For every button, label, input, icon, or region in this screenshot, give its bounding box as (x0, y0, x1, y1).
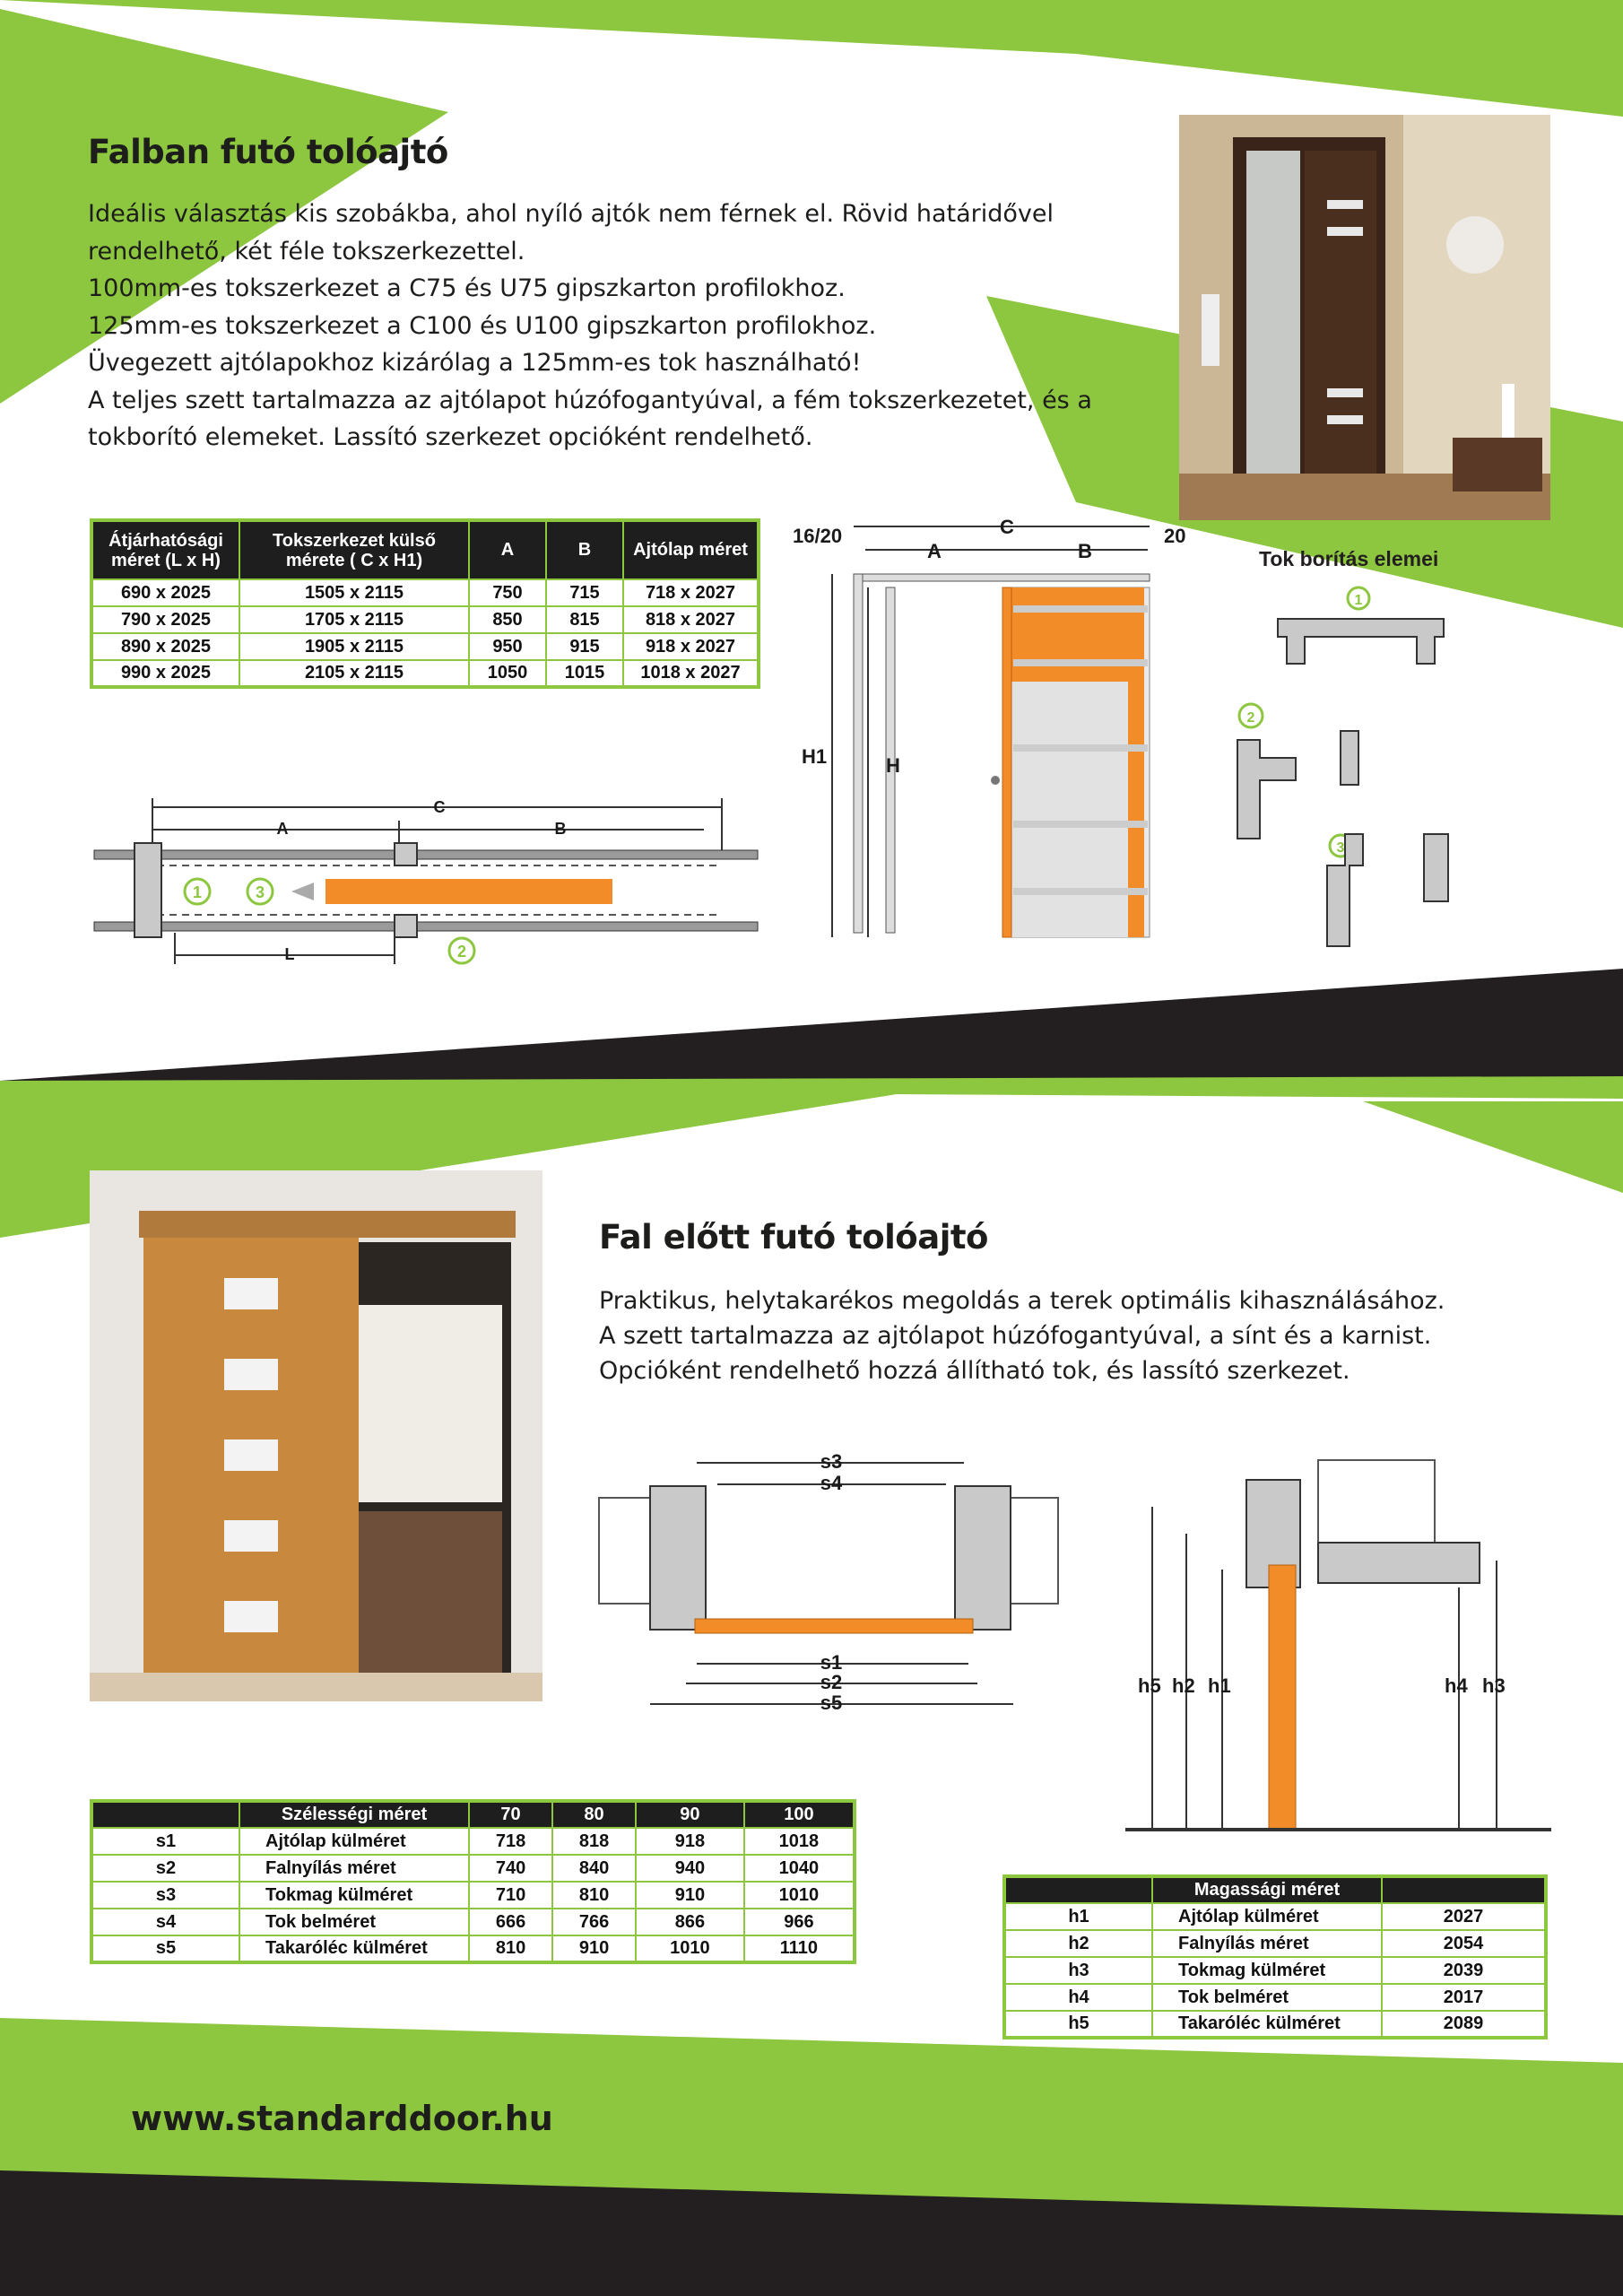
callout-2: 2 (456, 943, 467, 961)
section1-line: Üvegezett ajtólapokhoz kizárólag a 125mm-es tok használható! (88, 349, 862, 377)
barn-door-height-diagram (1125, 1453, 1556, 1839)
table-cell: s4 (91, 1909, 239, 1935)
table-cell: Tok belméret (1152, 1984, 1382, 2011)
section2-title: Fal előtt futó tolóajtó (599, 1218, 988, 1257)
table-cell: Ajtólap külméret (1152, 1903, 1382, 1930)
table-cell: Tokmag külméret (1152, 1957, 1382, 1984)
table-header: 90 (636, 1801, 744, 1828)
height-size-table (1002, 1874, 1548, 2039)
table-cell: s5 (91, 1935, 239, 1962)
table-row (1004, 1984, 1546, 2011)
elev-label-c: C (1000, 516, 1014, 538)
table-cell: 710 (469, 1882, 552, 1909)
section1-line: A teljes szett tartalmazza az ajtólapot húzófogantyúval, a fém tokszerkezetet, és a (88, 386, 1092, 414)
table-cell: Takaróléc külméret (239, 1935, 469, 1962)
table-cell: Takaróléc külméret (1152, 2011, 1382, 2038)
table-header: 100 (744, 1801, 855, 1828)
table-cell: 1705 x 2115 (239, 606, 469, 633)
table-cell: 950 (469, 633, 546, 660)
table-header (91, 1801, 239, 1828)
barn-door-photo (90, 1170, 542, 1701)
table-cell: 766 (552, 1909, 636, 1935)
section1-line: 100mm-es tokszerkezet a C75 és U75 gipszkarton profilokhoz. (88, 274, 846, 302)
dim-s2: s2 (820, 1671, 843, 1693)
table-cell: 2054 (1382, 1930, 1546, 1957)
table-header: Tokszerkezet külső mérete ( C x H1) (239, 520, 469, 579)
table-cell: s2 (91, 1855, 239, 1882)
section2-line: A szett tartalmazza az ajtólapot húzófogantyúval, a sínt és a karnist. (599, 1322, 1432, 1350)
table-cell: 2089 (1382, 2011, 1546, 2038)
table-cell: 840 (552, 1855, 636, 1882)
table-header (1382, 1876, 1546, 1903)
tok-elements-diagram (1228, 578, 1497, 955)
table-cell: 866 (636, 1909, 744, 1935)
table-header: Átjárhatósági méret (L x H) (91, 520, 239, 579)
table-cell: h4 (1004, 1984, 1152, 2011)
table-cell: s1 (91, 1828, 239, 1855)
elev-label-b: B (1078, 540, 1092, 562)
pocket-door-elevation-diagram (789, 516, 1202, 951)
pocket-door-photo (1179, 115, 1550, 520)
table-cell: 918 (636, 1828, 744, 1855)
section1-line: rendelhető, két féle tokszerkezettel. (88, 237, 525, 265)
table-cell: 810 (552, 1882, 636, 1909)
table-header: Magassági méret (1152, 1876, 1382, 1903)
tok-num-3: 3 (1336, 840, 1345, 856)
table-row (1004, 1930, 1546, 1957)
pocket-door-size-table (90, 518, 760, 689)
table-cell: Ajtólap külméret (239, 1828, 469, 1855)
table-cell: 740 (469, 1855, 552, 1882)
table-header: A (469, 520, 546, 579)
table-row (91, 1935, 855, 1962)
section1-line: tokborító elemeket. Lassító szerkezet opcióként rendelhető. (88, 423, 813, 451)
table-cell: 1018 (744, 1828, 855, 1855)
dim-h1: h1 (1208, 1674, 1231, 1697)
footer-url[interactable]: www.standarddoor.hu (131, 2099, 553, 2138)
table-cell: 818 (552, 1828, 636, 1855)
table-cell: 790 x 2025 (91, 606, 239, 633)
table-cell: Tok belméret (239, 1909, 469, 1935)
table-cell: Tokmag külméret (239, 1882, 469, 1909)
table-cell: 890 x 2025 (91, 633, 239, 660)
table-cell: 2027 (1382, 1903, 1546, 1930)
table-cell: 2105 x 2115 (239, 660, 469, 687)
table-cell: 2017 (1382, 1984, 1546, 2011)
table-header: Ajtólap méret (623, 520, 759, 579)
elev-label-a: A (927, 540, 942, 562)
tok-title: Tok borítás elemei (1259, 547, 1439, 570)
callout-1: 1 (192, 883, 203, 901)
table-cell: 818 x 2027 (623, 606, 759, 633)
section1-description (88, 196, 1092, 457)
table-row (91, 1828, 855, 1855)
dim-h4: h4 (1445, 1674, 1468, 1697)
table-cell: Falnyílás méret (1152, 1930, 1382, 1957)
table-cell: 1018 x 2027 (623, 660, 759, 687)
table-header: B (546, 520, 623, 579)
callout-3: 3 (255, 883, 265, 901)
table-cell: 1050 (469, 660, 546, 687)
table-cell: h3 (1004, 1957, 1152, 1984)
table-row (91, 660, 759, 687)
section2-line: Opcióként rendelhető hozzá állítható tok, és lassító szerkezet. (599, 1357, 1350, 1385)
table-cell: 910 (552, 1935, 636, 1962)
table-row (1004, 1903, 1546, 1930)
table-cell: 810 (469, 1935, 552, 1962)
dim-h5: h5 (1138, 1674, 1161, 1697)
pocket-door-plan-diagram (85, 789, 785, 978)
dim-s5: s5 (820, 1692, 843, 1714)
table-cell: h5 (1004, 2011, 1152, 2038)
section1-line: 125mm-es tokszerkezet a C100 és U100 gipszkarton profilokhoz. (88, 311, 877, 340)
plan-label-l: L (284, 945, 295, 963)
elev-label-h: H (886, 754, 900, 777)
elev-label-left: 16/20 (793, 525, 843, 547)
table-row (1004, 2011, 1546, 2038)
table-cell: 966 (744, 1909, 855, 1935)
table-cell: 915 (546, 633, 623, 660)
table-row (91, 606, 759, 633)
table-cell: Falnyílás méret (239, 1855, 469, 1882)
table-cell: 750 (469, 579, 546, 606)
section2-description (599, 1283, 1445, 1388)
dim-h3: h3 (1482, 1674, 1506, 1697)
table-cell: 990 x 2025 (91, 660, 239, 687)
plan-label-a: A (276, 820, 289, 838)
table-cell: 1110 (744, 1935, 855, 1962)
section2-line: Praktikus, helytakarékos megoldás a terek optimális kihasználásához. (599, 1287, 1445, 1315)
table-cell: 1010 (636, 1935, 744, 1962)
dim-s4: s4 (820, 1472, 843, 1494)
dim-s3: s3 (820, 1450, 843, 1473)
table-cell: 1015 (546, 660, 623, 687)
table-row (91, 1882, 855, 1909)
table-row (91, 1855, 855, 1882)
plan-label-b: B (554, 820, 567, 838)
table-cell: 815 (546, 606, 623, 633)
table-header: Szélességi méret (239, 1801, 469, 1828)
table-cell: 718 x 2027 (623, 579, 759, 606)
dim-s1: s1 (820, 1651, 843, 1674)
tok-num-2: 2 (1246, 710, 1255, 726)
dim-h2: h2 (1172, 1674, 1195, 1697)
table-row (91, 1909, 855, 1935)
table-cell: 910 (636, 1882, 744, 1909)
tok-num-1: 1 (1354, 593, 1363, 608)
table-row (1004, 1957, 1546, 1984)
table-header: 80 (552, 1801, 636, 1828)
section1-title: Falban futó tolóajtó (88, 133, 448, 171)
table-cell: 666 (469, 1909, 552, 1935)
table-cell: 1905 x 2115 (239, 633, 469, 660)
table-cell: 690 x 2025 (91, 579, 239, 606)
table-cell: 1505 x 2115 (239, 579, 469, 606)
table-cell: 1040 (744, 1855, 855, 1882)
section1-line: Ideális választás kis szobákba, ahol nyíló ajtók nem férnek el. Rövid határidővel (88, 200, 1055, 228)
table-cell: 940 (636, 1855, 744, 1882)
plan-label-c: C (433, 798, 446, 816)
table-cell: 2039 (1382, 1957, 1546, 1984)
table-cell: s3 (91, 1882, 239, 1909)
table-cell: 718 (469, 1828, 552, 1855)
table-cell: 850 (469, 606, 546, 633)
table-row (91, 579, 759, 606)
table-header (1004, 1876, 1152, 1903)
table-row (91, 633, 759, 660)
table-cell: 918 x 2027 (623, 633, 759, 660)
barn-door-width-diagram (596, 1448, 1063, 1718)
table-cell: 715 (546, 579, 623, 606)
table-cell: h2 (1004, 1930, 1152, 1957)
width-size-table (90, 1799, 856, 1964)
table-header: 70 (469, 1801, 552, 1828)
table-cell: 1010 (744, 1882, 855, 1909)
table-cell: h1 (1004, 1903, 1152, 1930)
elev-label-h1: H1 (802, 745, 828, 768)
elev-label-right: 20 (1164, 525, 1186, 547)
